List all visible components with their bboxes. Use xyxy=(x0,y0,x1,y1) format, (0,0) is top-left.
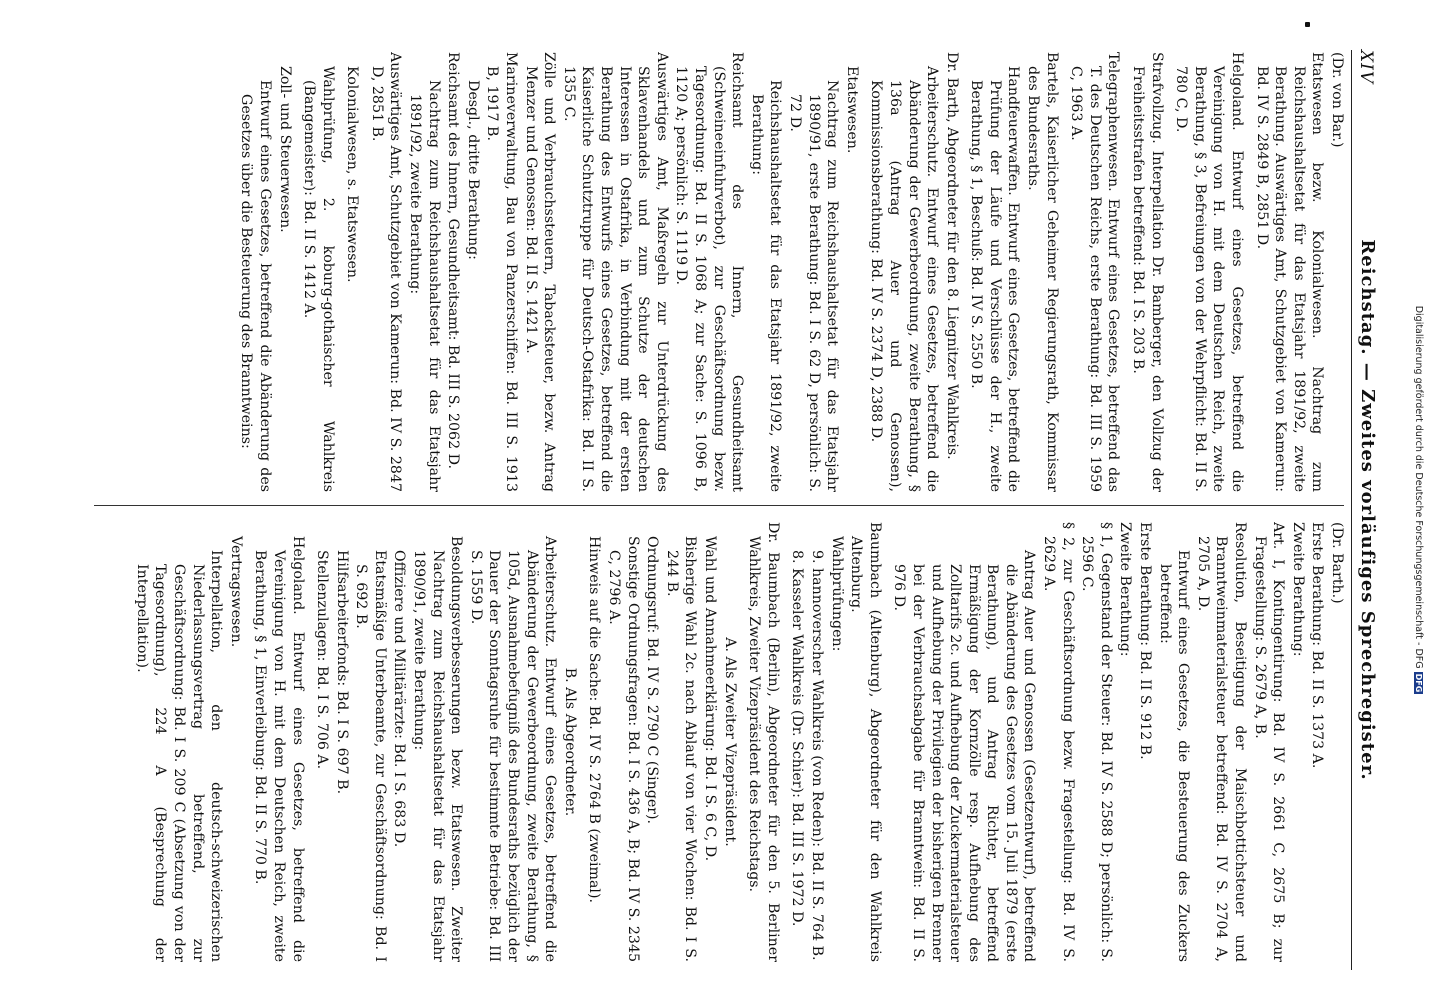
register-entry: Helgoland. Entwurf eines Gesetzes, betreffend die Vereinigung von H. mit dem Deutschen Reich, zweite Berathung, § 1, Einverleibung: Bd. II S. 770 B. xyxy=(252,536,306,962)
right-column xyxy=(96,522,1346,962)
scan-speck xyxy=(1305,22,1310,27)
register-entry: Art. I, Kontingentirung: Bd. IV S. 2661 C, 2675 B; zur Fragestellung: S. 2679 A, B. xyxy=(1251,522,1287,962)
register-entry: Dr. Baumbach (Berlin), Abgeordneter für den 5. Berliner Wahlkreis, Zweiter Vizepräsident des Reichstags. xyxy=(746,522,781,962)
left-column xyxy=(96,52,1346,492)
register-entry: Entwurf eines Gesetzes, die Besteuerung des Zuckers betreffend: xyxy=(1156,550,1192,962)
register-entry: Strafvollzug. Interpellation Dr. Bamberger, den Vollzug der Freiheitsstrafen betreffend: Bd. I S. 203 B. xyxy=(1130,52,1165,492)
register-entry: 8. Kasseler Wahlkreis (Dr. Schier): Bd. III S. 1972 D. xyxy=(789,550,806,927)
register-entry: Helgoland. Entwurf eines Gesetzes, betreffend die Vereinigung von H. mit dem Deutschen Reich, zweite Berathung, § 3, Befreiungen von der Wehrpflicht: Bd. II S. 780 C, D. xyxy=(1173,52,1246,492)
register-entry: Entwurf eines Gesetzes, betreffend die Abänderung des Gesetzes über die Besteuerung des Branntweins: xyxy=(238,80,273,492)
register-entry: Reichsamt des Innern, Gesundheitsamt: Bd. III S. 2062 D. xyxy=(445,52,462,469)
running-title: Reichstag. — Zweites vorläufiges Sprechregister. xyxy=(1357,239,1378,781)
register-entry: Bartels, Kaiserlicher Geheimer Regierungsrath, Kommissar des Bundesraths. xyxy=(1025,52,1060,492)
digitization-credit xyxy=(1413,0,1424,1000)
register-entry: Telegraphenwesen. Entwurf eines Gesetzes, betreffend das T. des Deutschen Reichs, erste Berathung: Bd. III S. 1959 C, 1963 A. xyxy=(1068,52,1122,492)
register-entry: (Dr. von Bar.) xyxy=(1329,52,1345,148)
register-entry: Hinweis auf die Sache: Bd. IV S. 2764 B (zweimal). xyxy=(586,536,603,903)
register-entry: Ordnungsruf: Bd. IV S. 2790 C (Singer). xyxy=(644,536,661,825)
page-number: XIV xyxy=(1356,50,1376,85)
dfg-logo-icon: DFG xyxy=(1414,673,1423,693)
register-entry: Besoldungsverbesserungen bezw. Etatswesen. Zweiter Nachtrag zum Reichshaushaltsetat für das Etatsjahr 1890/91, zweite Berathung: xyxy=(411,536,465,962)
register-entry: Handfeuerwaffen. Entwurf eines Gesetzes, betreffend die Prüfung der Läufe und Verschlüsse der H., zweite Berathung, § 1, Beschuß: Bd. IV S. 2550 B. xyxy=(968,66,1022,492)
register-entry: 9. hannoverscher Wahlkreis (von Reden): Bd. II S. 764 B. xyxy=(808,550,825,961)
digitization-credit-text: Digitalisierung gefördert durch die Deutsche Forschungsgemeinschaft - DFG xyxy=(1413,305,1424,669)
register-entry: Nachtrag zum Reichshaushaltsetat für das Etatsjahr 1891/92, zweite Berathung: xyxy=(407,80,442,492)
register-entry: Stellenzulagen: Bd. I S. 706 A. xyxy=(314,550,331,770)
register-entry: Bisherige Wahl 2c. nach Ablauf von vier Wochen: Bd. I S. 244 B. xyxy=(663,536,699,962)
register-entry: Wahlprüfungen: xyxy=(828,536,845,652)
register-entry: Wahlprüfung, 2. koburg-gothaischer Wahlkreis (Bangemeister): Bd. II S. 1412 A. xyxy=(301,66,336,492)
register-entry: Marineverwaltung, Bau von Panzerschiffen: Bd. III S. 1913 B, 1917 B. xyxy=(484,52,520,492)
register-entry: Vertragswesen. xyxy=(227,536,244,648)
register-entry: Auswärtiges Amt, Maßregeln zur Unterdrückung des Sklavenhandels und zum Schutze der deutschen Interessen in Ostafrika, in Verbindung mit der ersten Berathung des Entwurfs eines Gesetzes, betreffend die Kaiserliche Schutztruppe für Deutsch-Ostafrika: Bd. II S. 1355 C. xyxy=(560,52,670,492)
register-entry: Interpellation, den deutsch-schweizerischen Niederlassungsvertrag betreffend, zur Geschäftsordnung: Bd. I S. 209 C (Absetzung von der Tagesordnung), 224 A (Besprechung der Interpellation). xyxy=(133,550,225,962)
register-entry: § 2, zur Geschäftsordnung bezw. Fragestellung: Bd. IV S. 2629 A. xyxy=(1041,522,1076,962)
register-entry: Resolution, Beseitigung der Maischbottichsteuer und Branntweinmaterialsteuer betreffend: Bd. IV S. 2704 A, 2705 A, D. xyxy=(1194,522,1249,962)
register-entry: Arbeiterschutz. Entwurf eines Gesetzes, betreffend die Abänderung der Gewerbeordnung, zweite Berathung, § 136a (Antrag Auer und Genossen), Kommissionsberathung: Bd. IV S. 2374 D, 2388 D. xyxy=(868,66,941,492)
register-entry: Reichsamt des Innern, Gesundheitsamt (Schweineeinfuhrverbot), zur Geschäftsordnung bezw. Tagesordnung: Bd. II S. 1068 A; zur Sache: S. 1096 B, 1120 A; persönlich: S. 1119 D. xyxy=(673,52,746,492)
register-entry: Zoll- und Steuerwesen. xyxy=(276,66,293,233)
page-header xyxy=(1352,50,1382,970)
register-entry: Erste Berathung: Bd. II S. 912 B. xyxy=(1137,522,1154,760)
register-entry: Erste Berathung: Bd. II S. 1373 A. xyxy=(1309,522,1326,769)
register-entry: Reichshaushaltsetat für das Etatsjahr 1891/92, zweite Berathung: xyxy=(748,80,784,492)
register-entry: Antrag Auer und Genossen (Gesetzentwurf), betreffend die Abänderung des Gesetzes vom 15. Juli 1879 (erste Berathung), und Antrag Richter, betreffend Ermäßigung der Kornzölle resp. Aufhebung des Zolltarifs 2c. und Aufhebung der Zuckermaterialsteuer und Aufhebung der Privilegien der bisherigen Brenner bei der Verbrauchsabgabe für Branntwein: Bd. II S. 976 D. xyxy=(891,550,1038,962)
register-entry: Zweite Berathung: xyxy=(1289,522,1306,657)
register-entry: Arbeiterschutz. Entwurf eines Gesetzes, betreffend die Abänderung der Gewerbeordnung, zweite Berathung, § 105d, Ausnahmebefugniß des Bundesraths bezüglich der Dauer der Sonntagsruhe für bestimmte Betriebe: Bd. III S. 1559 D. xyxy=(467,536,559,962)
register-entry: Sonstige Ordnungsfragen: Bd. I S. 436 A, B; Bd. IV S. 2345 C, 2796 A. xyxy=(606,536,641,962)
register-entry: Dr. Barth, Abgeordneter für den 8. Liegnitzer Wahlkreis. xyxy=(943,52,960,460)
register-entry: Nachtrag zum Reichshaushaltsetat für das Etatsjahr 1890/91, erste Berathung: Bd. I S. 62 D, persönlich: S. 72 D. xyxy=(786,80,841,492)
register-entry: Offiziere und Militärärzte: Bd. I S. 683 D. xyxy=(391,550,408,848)
register-entry: (Dr. Barth.) xyxy=(1329,522,1345,604)
register-entry: Desgl., dritte Berathung: xyxy=(464,80,481,260)
register-entry: Etatsmäßige Unterbeamte, zur Geschäftsordnung: Bd. I S. 692 B. xyxy=(353,550,388,962)
column-divider xyxy=(94,505,1344,506)
register-entry: Hilfsarbeiterfonds: Bd. I S. 697 B. xyxy=(333,550,350,795)
register-entry: A. Als Zweiter Vizepräsident. xyxy=(721,637,738,847)
register-entry: Baumbach (Altenburg), Abgeordneter für den Wahlkreis Altenburg. xyxy=(848,522,883,962)
register-entry: B. Als Abgeordneter. xyxy=(561,667,578,817)
register-entry: Etatswesen bezw. Kolonialwesen. Nachtrag zum Reichshaushaltsetat für das Etatsjahr 1891/92, zweite Berathung. Auswärtiges Amt, Schutzgebiet von Kamerun: Bd. IV S. 2849 B, 2851 D. xyxy=(1253,52,1326,492)
register-entry: Auswärtiges Amt, Schutzgebiet von Kamerun: Bd. IV S. 2847 D, 2851 B. xyxy=(368,52,404,492)
register-entry: § 1, Gegenstand der Steuer: Bd. IV S. 2588 D; persönlich: S. 2596 C. xyxy=(1079,522,1114,962)
header-rule xyxy=(1351,50,1352,970)
register-entry: Kolonialwesen, s. Etatswesen. xyxy=(344,66,361,283)
register-entry: Wahl und Annahmeerklärung: Bd. I S. 6 C, D. xyxy=(702,536,718,862)
register-entry: Zölle und Verbrauchssteuern, Tabacksteuer, bezw. Antrag Menzer und Genossen: Bd. II S. 1421 A. xyxy=(522,52,558,492)
register-entry: Zweite Berathung: xyxy=(1117,522,1134,657)
register-entry: Etatswesen. xyxy=(843,66,860,154)
